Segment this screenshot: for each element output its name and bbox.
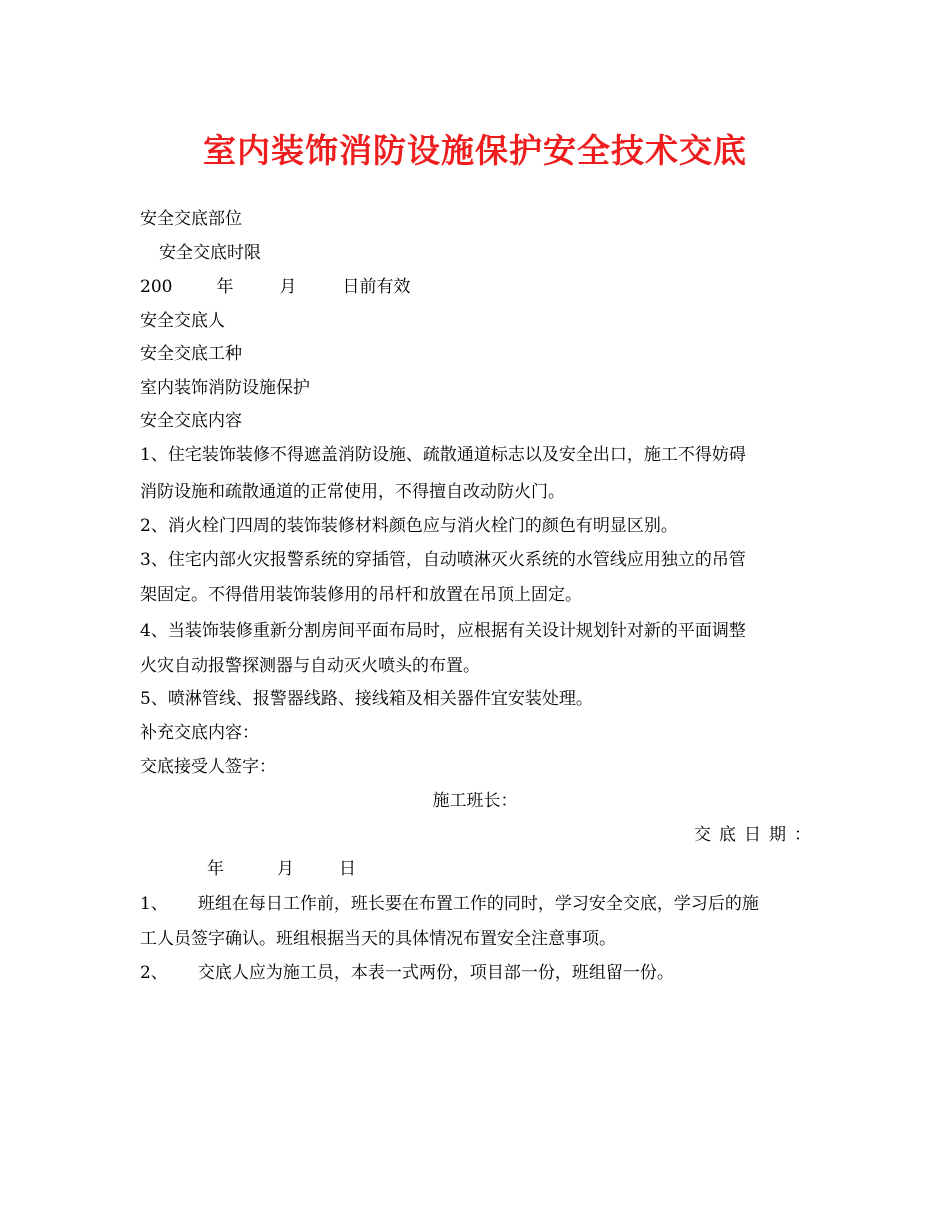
signature-date-month: 月 (277, 859, 294, 879)
item-1-line-2: 消防设施和疏散通道的正常使用，不得擅自改动防火门。 (140, 482, 565, 502)
supplement-label: 补充交底内容： (140, 723, 259, 743)
note-1-number: 1、 (140, 894, 168, 914)
date-year: 年 (216, 277, 234, 297)
field-content-label: 安全交底内容 (140, 411, 242, 431)
note-2-line-1 (140, 961, 674, 985)
date-prefix: 200 (140, 277, 173, 297)
date-month: 月 (279, 277, 297, 297)
team-leader-label: 施工班长： (432, 791, 518, 811)
signature-date-year: 年 (207, 859, 224, 879)
item-5-line-1: 5、喷淋管线、报警器线路、接线箱及相关器件宜安装处理。 (140, 689, 593, 709)
note-1-line-2: 工人员签字确认。班组根据当天的具体情况布置安全注意事项。 (140, 929, 616, 949)
note-1-line-1 (140, 892, 759, 916)
page-title: 室内装饰消防设施保护安全技术交底 (203, 131, 747, 170)
note-2-text: 交底人应为施工员，本表一式两份，项目部一份，班组留一份。 (197, 963, 674, 983)
item-3-line-1: 3、住宅内部火灾报警系统的穿插管，自动喷淋灭火系统的水管线应用独立的吊管 (140, 550, 746, 570)
field-time-limit: 安全交底时限 (159, 243, 261, 263)
item-2-line-1: 2、消火栓门四周的装饰装修材料颜色应与消火栓门的颜色有明显区别。 (140, 516, 678, 536)
signature-label: 交底接受人签字： (140, 757, 276, 777)
field-location: 安全交底部位 (140, 209, 242, 229)
item-3-line-2: 架固定。不得借用装饰装修用的吊杆和放置在吊顶上固定。 (140, 585, 582, 605)
signature-date-day: 日 (339, 859, 356, 879)
signature-date-line (207, 857, 356, 881)
handover-date-label: 交底日期： (694, 825, 819, 845)
item-4-line-2: 火灾自动报警探测器与自动灭火喷头的布置。 (140, 656, 480, 676)
date-day-effective: 日前有效 (342, 277, 411, 297)
field-work-type-value: 室内装饰消防设施保护 (140, 378, 310, 398)
item-4-line-1: 4、当装饰装修重新分割房间平面布局时，应根据有关设计规划针对新的平面调整 (140, 621, 746, 641)
date-effective-line (140, 275, 410, 299)
note-1-text: 班组在每日工作前，班长要在布置工作的同时，学习安全交底，学习后的施 (197, 894, 759, 914)
item-1-line-1: 1、住宅装饰装修不得遮盖消防设施、疏散通道标志以及安全出口，施工不得妨碍 (140, 445, 746, 465)
field-work-type: 安全交底工种 (140, 344, 242, 364)
note-2-number: 2、 (140, 963, 168, 983)
field-person: 安全交底人 (140, 311, 225, 331)
